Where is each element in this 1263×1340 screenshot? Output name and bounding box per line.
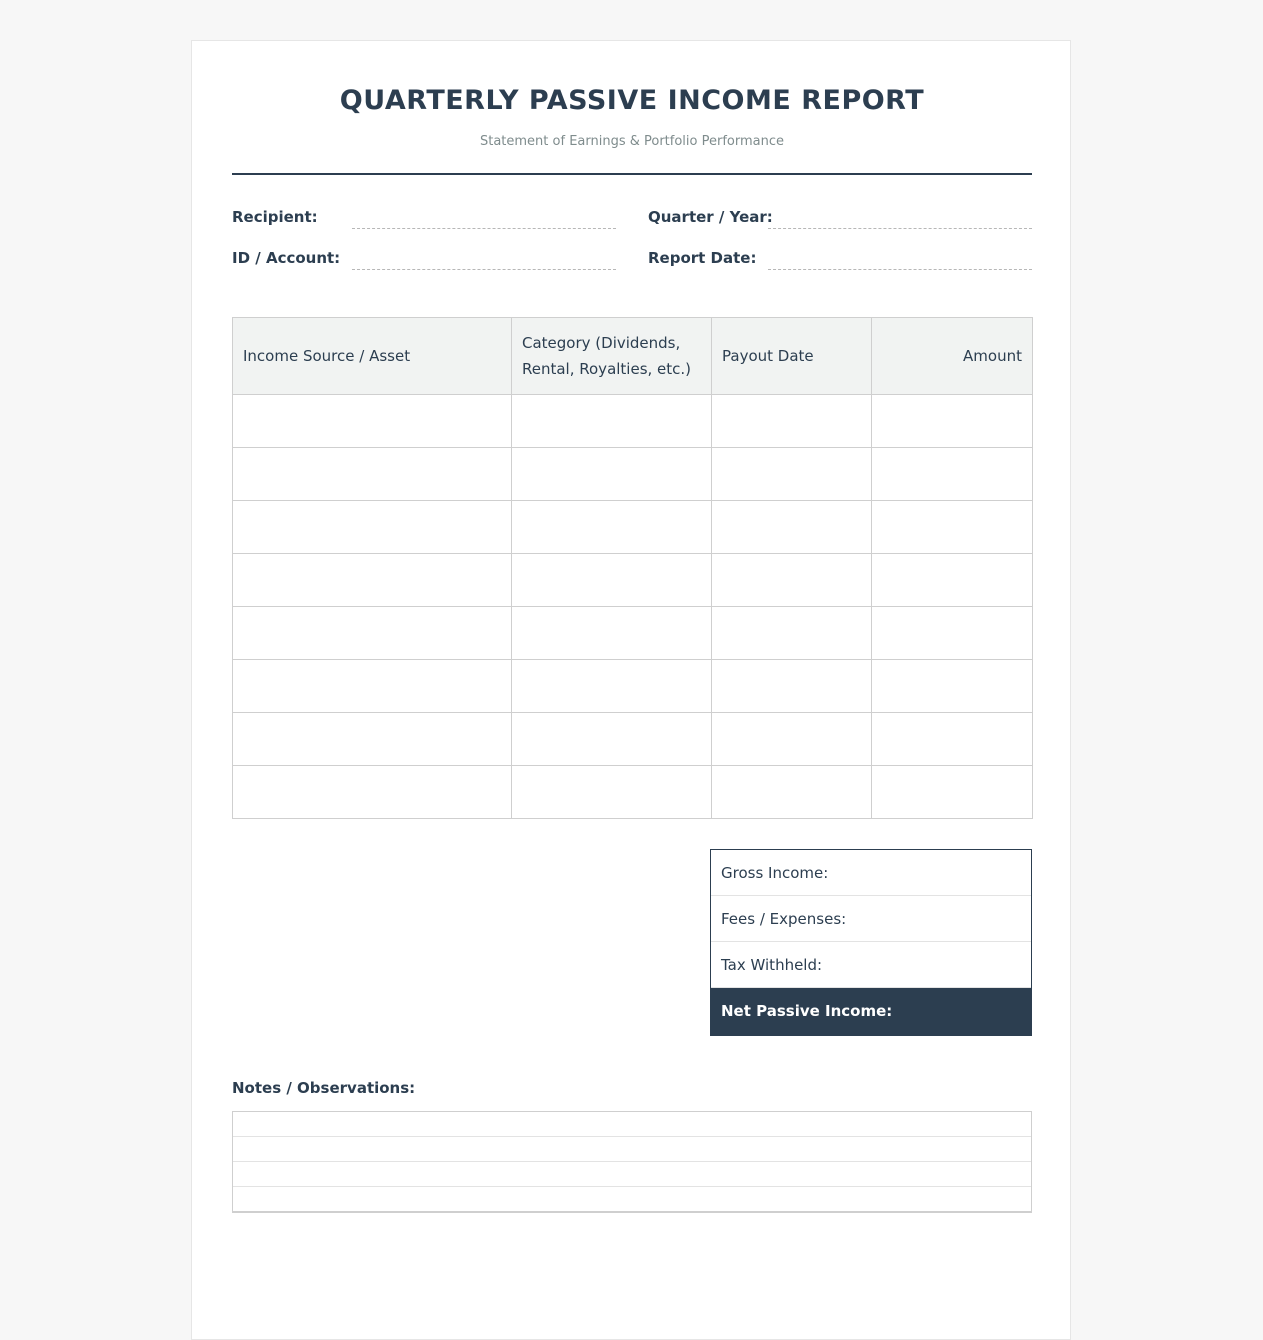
- table-cell[interactable]: [512, 766, 712, 819]
- report-subtitle: Statement of Earnings & Portfolio Performance: [479, 134, 784, 149]
- table-cell[interactable]: [233, 713, 512, 766]
- report-date-field[interactable]: [648, 249, 1032, 271]
- recipient-input-line[interactable]: [352, 228, 616, 229]
- table-cell[interactable]: [872, 766, 1033, 819]
- table-row: [233, 713, 1033, 766]
- id-account-input-line[interactable]: [352, 269, 616, 270]
- id-account-label: ID / Account:: [232, 249, 341, 267]
- quarter-year-input-line[interactable]: [768, 228, 1032, 229]
- table-cell[interactable]: [233, 554, 512, 607]
- quarter-year-field[interactable]: [648, 208, 1032, 230]
- table-row: [233, 501, 1033, 554]
- table-cell[interactable]: [712, 607, 872, 660]
- header-income-source: Income Source / Asset: [233, 318, 512, 395]
- recipient-label: Recipient:: [232, 208, 318, 226]
- quarter-year-label: Quarter / Year:: [648, 208, 773, 226]
- table-cell[interactable]: [233, 607, 512, 660]
- table-row: [233, 395, 1033, 448]
- table-cell[interactable]: [872, 607, 1033, 660]
- notes-label: Notes / Observations:: [232, 1079, 416, 1097]
- header-category: Category (Dividends, Rental, Royalties, etc.): [512, 318, 712, 395]
- net-passive-income-row[interactable]: Net Passive Income:: [711, 988, 1031, 1035]
- table-cell[interactable]: [712, 766, 872, 819]
- table-cell[interactable]: [872, 395, 1033, 448]
- tax-withheld-row[interactable]: Tax Withheld:: [711, 942, 1031, 988]
- table-cell[interactable]: [512, 660, 712, 713]
- header-payout-date: Payout Date: [712, 318, 872, 395]
- table-cell[interactable]: [233, 766, 512, 819]
- table-cell[interactable]: [872, 554, 1033, 607]
- table-cell[interactable]: [712, 395, 872, 448]
- table-row: [233, 554, 1033, 607]
- notes-line[interactable]: [233, 1112, 1031, 1137]
- notes-area[interactable]: [232, 1111, 1032, 1213]
- header-amount: Amount: [872, 318, 1033, 395]
- table-cell[interactable]: [712, 448, 872, 501]
- table-row: [233, 766, 1033, 819]
- table-row: [233, 448, 1033, 501]
- fees-expenses-row[interactable]: Fees / Expenses:: [711, 896, 1031, 942]
- notes-line[interactable]: [233, 1162, 1031, 1187]
- table-row: [233, 660, 1033, 713]
- table-cell[interactable]: [872, 660, 1033, 713]
- id-account-field[interactable]: [232, 249, 616, 271]
- table-cell[interactable]: [712, 554, 872, 607]
- income-table: [232, 317, 1033, 819]
- table-cell[interactable]: [512, 448, 712, 501]
- table-cell[interactable]: [233, 448, 512, 501]
- report-date-label: Report Date:: [648, 249, 757, 267]
- table-cell[interactable]: [512, 395, 712, 448]
- summary-box: [710, 849, 1032, 1036]
- gross-income-row[interactable]: Gross Income:: [711, 850, 1031, 896]
- report-title: QUARTERLY PASSIVE INCOME REPORT: [339, 85, 925, 116]
- table-cell[interactable]: [512, 607, 712, 660]
- table-cell[interactable]: [712, 713, 872, 766]
- table-cell[interactable]: [233, 501, 512, 554]
- table-cell[interactable]: [512, 713, 712, 766]
- table-cell[interactable]: [233, 660, 512, 713]
- table-cell[interactable]: [512, 554, 712, 607]
- notes-line[interactable]: [233, 1137, 1031, 1162]
- recipient-field[interactable]: [232, 208, 616, 230]
- table-cell[interactable]: [712, 660, 872, 713]
- table-cell[interactable]: [872, 713, 1033, 766]
- report-date-input-line[interactable]: [768, 269, 1032, 270]
- table-header-row: [233, 318, 1033, 395]
- report-page: [191, 40, 1071, 1340]
- table-row: [233, 607, 1033, 660]
- table-cell[interactable]: [512, 501, 712, 554]
- table-cell[interactable]: [233, 395, 512, 448]
- table-cell[interactable]: [712, 501, 872, 554]
- table-cell[interactable]: [872, 501, 1033, 554]
- header-divider: [232, 173, 1032, 175]
- notes-line[interactable]: [233, 1187, 1031, 1212]
- table-cell[interactable]: [872, 448, 1033, 501]
